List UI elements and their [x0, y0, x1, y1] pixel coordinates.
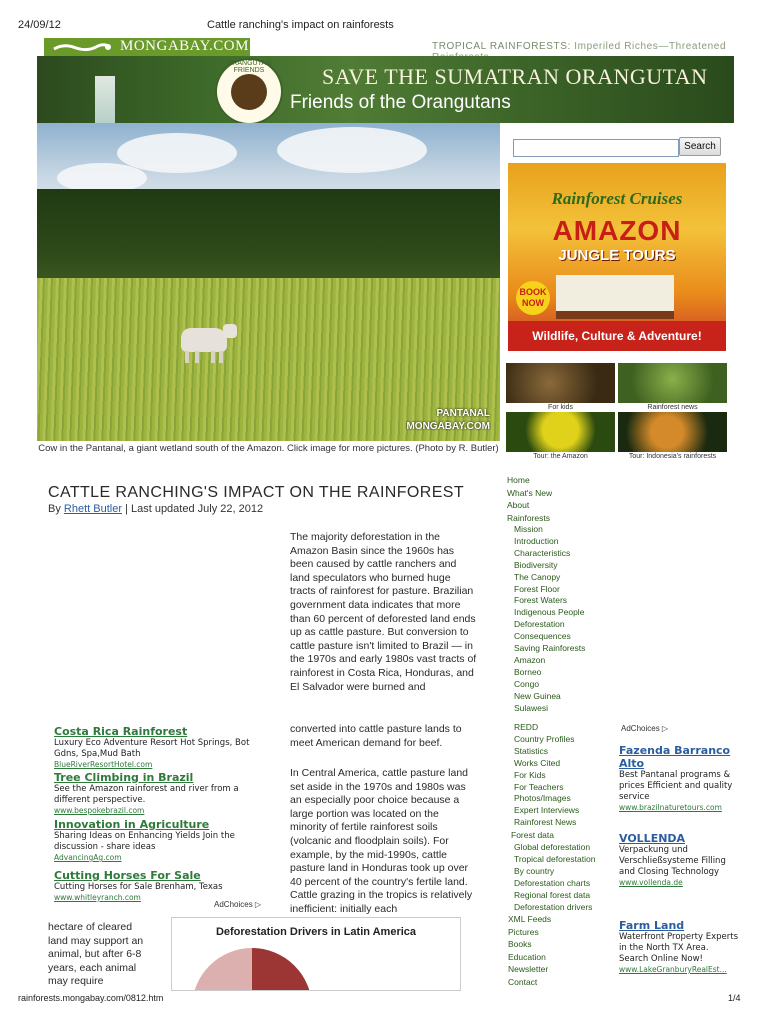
adchoices-link[interactable]: [214, 900, 261, 909]
thumb-label[interactable]: Tour: Indonesia's rainforests: [628, 453, 717, 460]
nav-link[interactable]: New Guinea: [514, 690, 561, 701]
nav-link[interactable]: Regional forest data: [514, 889, 591, 900]
text-ad[interactable]: [54, 725, 274, 769]
cow-head: [223, 324, 237, 338]
nav-link[interactable]: Works Cited: [514, 757, 561, 768]
nav-link[interactable]: Forest Floor: [514, 583, 560, 594]
chart-title: Deforestation Drivers in Latin America: [215, 926, 417, 938]
nav-link[interactable]: REDD: [514, 722, 539, 732]
ad-desc: Verpackung und Verschließsysteme Filling and Closing Technology: [619, 845, 726, 877]
text-ad[interactable]: [54, 818, 274, 862]
orangutan-ring-text: ORANGUTAN FRIENDS: [226, 60, 272, 74]
nav-link[interactable]: Newsletter: [508, 964, 549, 975]
nav-link[interactable]: Characteristics: [514, 547, 571, 558]
ad-url[interactable]: www.whitleyranch.com: [54, 893, 141, 902]
ad-title[interactable]: Farm Land: [619, 919, 685, 932]
nav-link[interactable]: By country: [514, 865, 555, 876]
text-ad[interactable]: [619, 744, 739, 812]
nav-link[interactable]: Home: [507, 475, 530, 485]
thumb-tour-amazon[interactable]: [506, 412, 615, 452]
ad-desc: Waterfront Property Experts in the North TX Area. Search Online Now!: [619, 932, 738, 964]
ad-brand: Rainforest Cruises: [551, 189, 683, 208]
thumb-label[interactable]: Tour: the Amazon: [533, 453, 588, 460]
nav-link[interactable]: Borneo: [514, 666, 542, 677]
article-headline: CATTLE RANCHING'S IMPACT ON THE RAINFOREST: [48, 484, 465, 501]
nav-link[interactable]: Rainforest News: [514, 817, 577, 828]
nav-link[interactable]: Global deforestation: [514, 842, 591, 852]
nav-link[interactable]: Books: [508, 939, 532, 950]
adchoices-icon: ▷: [254, 900, 262, 909]
photo-watermark: [406, 407, 490, 433]
watermark-line-2: MONGABAY.COM: [406, 421, 490, 432]
cow-leg: [195, 351, 199, 363]
nav-link[interactable]: The Canopy: [514, 571, 561, 582]
thumb-rainforest-news[interactable]: [618, 363, 727, 403]
search-button[interactable]: Search: [679, 137, 721, 156]
book-now-badge: BOOK NOW: [516, 281, 550, 315]
cow-leg: [219, 351, 223, 363]
adchoices-link[interactable]: [621, 724, 668, 733]
logo-text[interactable]: MONGABAY.COM: [120, 38, 249, 54]
ad-strip: Wildlife, Culture & Adventure!: [508, 321, 726, 351]
nav-link[interactable]: Deforestation charts: [514, 877, 591, 888]
ad-title[interactable]: Cutting Horses For Sale: [54, 869, 201, 882]
orangutan-banner[interactable]: [37, 56, 734, 123]
watermark-line-1: PANTANAL: [436, 408, 490, 419]
ad-title[interactable]: Tree Climbing in Brazil: [54, 771, 194, 784]
nav-link-forest-data[interactable]: Forest data: [511, 830, 554, 840]
ad-title[interactable]: Innovation in Agriculture: [54, 818, 210, 831]
ad-title[interactable]: Fazenda Barranco Alto: [619, 744, 731, 770]
print-title: Cattle ranching's impact on rainforests: [207, 19, 394, 31]
boat-image: [556, 275, 674, 319]
nav-link[interactable]: Saving Rainforests: [514, 643, 586, 653]
banner-subtitle: Friends of the Orangutans: [290, 92, 511, 113]
hero-photo[interactable]: [37, 123, 500, 441]
ad-desc: Luxury Eco Adventure Resort Hot Springs, Bot Gdns, Spa,Mud Bath: [54, 738, 250, 759]
search-input[interactable]: [513, 139, 679, 157]
nav-link[interactable]: About: [507, 500, 530, 510]
ad-subheadline: JUNGLE TOURS: [558, 247, 676, 264]
nav-link[interactable]: Country Profiles: [514, 733, 575, 744]
ad-headline: AMAZON: [552, 215, 682, 246]
nav-link[interactable]: Sulawesi: [514, 702, 549, 713]
article-paragraph-1: The majority deforestation in the Amazon Basin since the 1960s has been caused by cattle ranchers and land speculators who burned huge tracts of rainforest for pasture. Brazilian government data indicates that more than 60 percent of deforested land ends up as cattle pasture. But conversion to cattle pasture isn't limited to Brazil — in the 1970s and early 1980s vast tracts of rainforest in Costa Rica, Honduras, and El Salvador were burned and: [290, 531, 477, 693]
adchoices-label[interactable]: AdChoices: [214, 900, 253, 909]
nav-link[interactable]: Rainforests: [507, 512, 550, 523]
ad-url[interactable]: www.vollenda.de: [619, 878, 683, 887]
nav-link[interactable]: Congo: [514, 678, 540, 689]
adchoices-label[interactable]: AdChoices: [621, 724, 660, 733]
nav-link[interactable]: XML Feeds: [508, 914, 552, 924]
nav-link[interactable]: Contact: [508, 977, 538, 987]
ad-desc: See the Amazon rainforest and river from a different perspective.: [54, 784, 239, 805]
footer-url: rainforests.mongabay.com/0812.htm: [18, 993, 164, 1003]
adchoices-icon: ▷: [661, 724, 669, 733]
waterfall-image: [95, 76, 115, 123]
pie-slice: [252, 948, 312, 990]
article-paragraph-1-cont: converted into cattle pasture lands to meet American demand for beef.: [290, 723, 462, 749]
nav-link[interactable]: Forest Waters: [514, 595, 568, 606]
text-ad[interactable]: [54, 771, 274, 815]
ad-url[interactable]: www.bespokebrazil.com: [54, 806, 145, 815]
cloud: [277, 127, 427, 173]
page-number: 1/4: [728, 993, 741, 1003]
nav-link[interactable]: Amazon: [514, 654, 546, 665]
text-ad[interactable]: [619, 832, 739, 887]
tagline-strong: TROPICAL RAINFORESTS:: [432, 41, 571, 52]
nav-link[interactable]: Mission: [514, 524, 543, 534]
ad-url[interactable]: AdvancingAg.com: [54, 853, 122, 862]
nav-link[interactable]: Deforestation drivers: [514, 901, 593, 912]
author-link[interactable]: Rhett Butler: [63, 503, 122, 515]
article-paragraph-3: hectare of cleared land may support an animal, but after 6-8 years, each animal may require: [48, 921, 144, 987]
photo-caption: Cow in the Pantanal, a giant wetland south of the Amazon. Click image for more pictures. (Photo by R. Butler): [38, 443, 499, 454]
nav-link[interactable]: Indigenous People: [514, 607, 585, 618]
banner-title: SAVE THE SUMATRAN ORANGUTAN: [322, 64, 708, 89]
deforestation-drivers-chart[interactable]: [171, 917, 461, 991]
nav-link[interactable]: Tropical deforestation: [514, 853, 596, 864]
nav-link[interactable]: Photos/Images: [514, 793, 571, 804]
nav-link[interactable]: Introduction: [514, 535, 559, 546]
nav-link[interactable]: Pictures: [508, 926, 539, 937]
ad-desc: Best Pantanal programs & prices Efficient and quality service: [619, 770, 733, 802]
cow-leg: [185, 351, 189, 363]
text-ad[interactable]: [54, 869, 274, 902]
article-paragraph-2: In Central America, cattle pasture land set aside in the 1970s and 1980s was an especially poor choice because a large portion was located on the minority of fertile rainforest soils (volcanic and floodplain soils). For example, by the mid-1990s, cattle pasture land in Honduras took up over 40 percent of the country's fertile land. Cattle grazing in the tropics is relatively inefficient: initially each: [290, 767, 473, 915]
nav-link[interactable]: What's New: [507, 487, 553, 498]
nav-link[interactable]: Statistics: [514, 745, 549, 756]
byline: [48, 503, 263, 515]
orangutan-face-icon: [231, 74, 267, 110]
ad-url[interactable]: BlueRiverResortHotel.com: [54, 760, 153, 769]
rainforest-cruises-ad[interactable]: [508, 163, 726, 351]
ad-title[interactable]: Costa Rica Rainforest: [54, 725, 188, 738]
print-date: 24/09/12: [18, 19, 61, 31]
nav-link[interactable]: Expert Interviews: [514, 805, 580, 816]
byline-by: By: [48, 503, 61, 515]
chart-svg: [172, 918, 460, 990]
cow-leg: [211, 351, 215, 363]
nav-link[interactable]: For Teachers: [514, 781, 564, 792]
tagline-rest: Imperiled Riches—Threatened: [574, 41, 727, 52]
thumb-for-kids[interactable]: [506, 363, 615, 403]
ad-url[interactable]: www.LakeGranburyRealEst...: [619, 965, 727, 974]
ad-desc: Cutting Horses for Sale Brenham, Texas: [54, 882, 223, 892]
thumb-label[interactable]: For kids: [548, 404, 573, 411]
thumb-tour-indonesia[interactable]: [618, 412, 727, 452]
ad-desc: Sharing Ideas on Enhancing Yields Join the discussion - share ideas: [54, 831, 235, 852]
text-ad[interactable]: [619, 919, 739, 974]
gecko-icon: [52, 41, 112, 55]
byline-updated: | Last updated July 22, 2012: [125, 503, 264, 515]
ad-url[interactable]: www.brazilnaturetours.com: [619, 803, 722, 812]
pie-slice: [192, 948, 252, 990]
nav-link[interactable]: Education: [508, 951, 546, 962]
nav-link[interactable]: For Kids: [514, 769, 546, 780]
cow: [181, 328, 227, 352]
nav-link[interactable]: Consequences: [514, 631, 571, 642]
thumb-label[interactable]: Rainforest news: [647, 404, 698, 411]
tree-line: [37, 189, 500, 281]
nav-link[interactable]: Biodiversity: [514, 559, 558, 570]
orangutan-logo: [215, 58, 283, 123]
nav-link[interactable]: Deforestation: [514, 619, 565, 630]
ad-title[interactable]: VOLLENDA: [619, 832, 686, 845]
